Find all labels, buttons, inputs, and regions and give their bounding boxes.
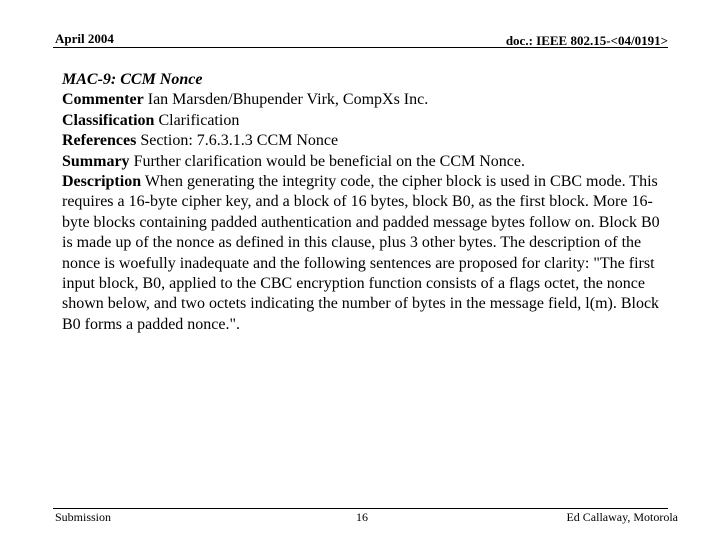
footer-submission: Submission [55,510,112,524]
references-label: References [62,132,137,150]
header-date: April 2004 [55,31,114,46]
classification-label: Classification [62,111,155,129]
commenter-label: Commenter [62,91,144,109]
header-divider [53,47,668,48]
classification-value: Clarification [154,111,240,129]
classification-line [62,111,662,131]
commenter-value: Ian Marsden/Bhupender Virk, CompXs Inc. [143,91,429,109]
comment-body [62,70,662,335]
references-value: Section: 7.6.3.1.3 CCM Nonce [136,132,339,150]
description-value: When generating the integrity code, the cipher block is used in CBC mode. This requires a 16-byte cipher key, and a block of 16 bytes, block B0, as the first block. More 16-byte blocks containing padded authentication and padded message bytes follow on. Block B0 is made up of the nonce as defined in this clause, plus 3 other bytes. The description of the nonce is woefully inadequate and the following sentences are proposed for clarity: "The first input block, B0, applied to the CBC encryption function consists of a flags octet, the nonce shown below, and two octets indicating the number of bytes in the message field, l(m). Block B0 forms a padded nonce.". [62,173,660,333]
summary-line [62,152,662,172]
commenter-line [62,90,662,110]
header-doc-id: doc.: IEEE 802.15-<04/0191> [505,33,668,48]
references-line [62,131,662,151]
comment-title: MAC-9: CCM Nonce [62,71,203,88]
summary-label: Summary [62,152,130,170]
summary-value: Further clarification would be beneficial on the CCM Nonce. [129,152,525,170]
footer-divider [53,508,668,509]
footer-page-number: 16 [356,510,368,524]
description-label: Description [62,173,142,191]
footer-author: Ed Callaway, Motorola [566,510,678,524]
description-paragraph [62,172,662,335]
